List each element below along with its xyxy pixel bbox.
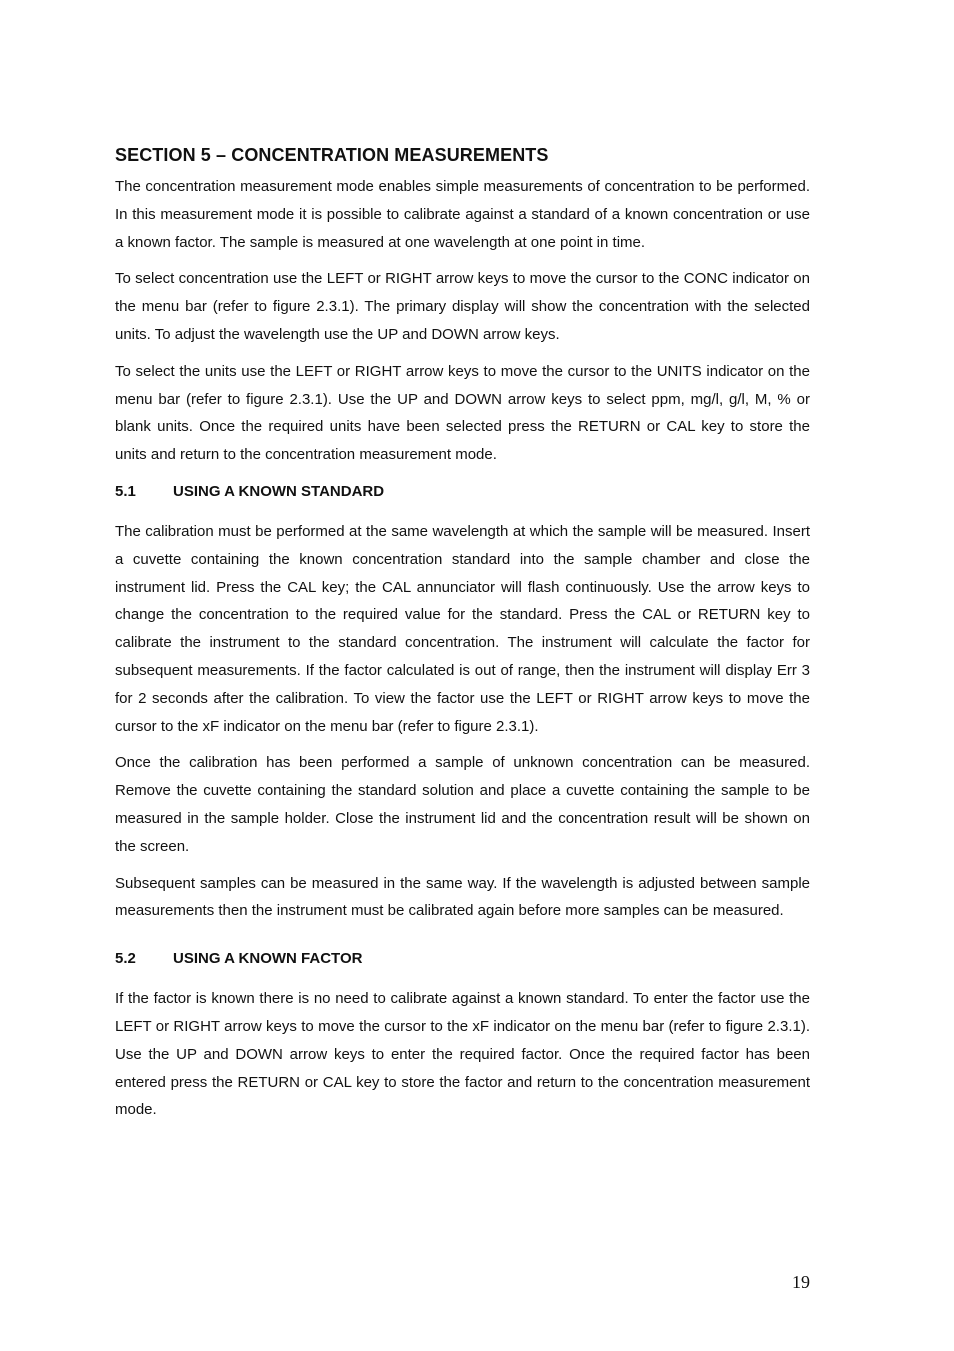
subsection-title: USING A KNOWN STANDARD: [173, 482, 385, 500]
measure-sample-paragraph: Once the calibration has been performed a sample of unknown concentration can be measured. Remove the cuvette containing the standard solution and place a cuvette containing the sample to be measured in the sample holder. Close the instrument lid and the concentration result will be shown on the screen.: [115, 754, 810, 855]
select-units-paragraph: To select the units use the LEFT or RIGHT arrow keys to move the cursor to the UNITS indicator on the menu bar (refer to figure 2.3.1). Use the UP and DOWN arrow keys to select ppm, mg/l, g/l, M, % or blank units. Once the required units have been selected press the RETURN or CAL key to store the units and return to the concentration measurement mode.: [115, 362, 810, 464]
intro-paragraph: The concentration measurement mode enables simple measurements of concentration to be performed. In this measurement mode it is possible to calibrate against a standard of a known concentration or use a known factor. The sample is measured at one wavelength at one point in time.: [115, 178, 810, 251]
calibration-paragraph: The calibration must be performed at the same wavelength at which the sample will be measured. Insert a cuvette containing the known concentration standard into the sample chamber and close the instrument lid. Press the CAL key; the CAL annunciator will flash continuously. Use the arrow keys to change the concentration to the required value for the standard. Press the CAL or RETURN key to calibrate the instrument to the standard concentration. The instrument will calculate the factor for subsequent measurements. If the factor calculated is out of range, then the instrument will display Err 3 for 2 seconds after the calibration. To view the factor use the LEFT or RIGHT arrow keys to move the cursor to the xF indicator on the menu bar (refer to figure 2.3.1).: [115, 522, 810, 735]
select-concentration-paragraph: To select concentration use the LEFT or RIGHT arrow keys to move the cursor to the CONC indicator on the menu bar (refer to figure 2.3.1). The primary display will show the concentration with the selected units. To adjust the wavelength use the UP and DOWN arrow keys.: [115, 270, 810, 343]
subsequent-samples-paragraph: Subsequent samples can be measured in the same way. If the wavelength is adjusted between sample measurements then the instrument must be calibrated again before more samples can be measured.: [115, 874, 810, 920]
subsection-heading-known-factor: [115, 949, 810, 969]
subsection-heading-known-standard: [115, 482, 810, 502]
subsection-number: 5.1: [115, 482, 136, 500]
known-factor-paragraph: If the factor is known there is no need to calibrate against a known standard. To enter the factor use the LEFT or RIGHT arrow keys to move the cursor to the xF indicator on the menu bar (refer to figure 2.3.1). Use the UP and DOWN arrow keys to enter the required factor. Once the required factor has been entered press the RETURN or CAL key to store the factor and return to the concentration measurement mode.: [115, 990, 810, 1119]
page-number: 19: [792, 1272, 810, 1292]
document-page: [115, 143, 810, 1133]
subsection-title: USING A KNOWN FACTOR: [173, 950, 363, 968]
subsection-number: 5.2: [115, 950, 136, 968]
section-title: SECTION 5 – CONCENTRATION MEASUREMENTS: [115, 145, 549, 165]
